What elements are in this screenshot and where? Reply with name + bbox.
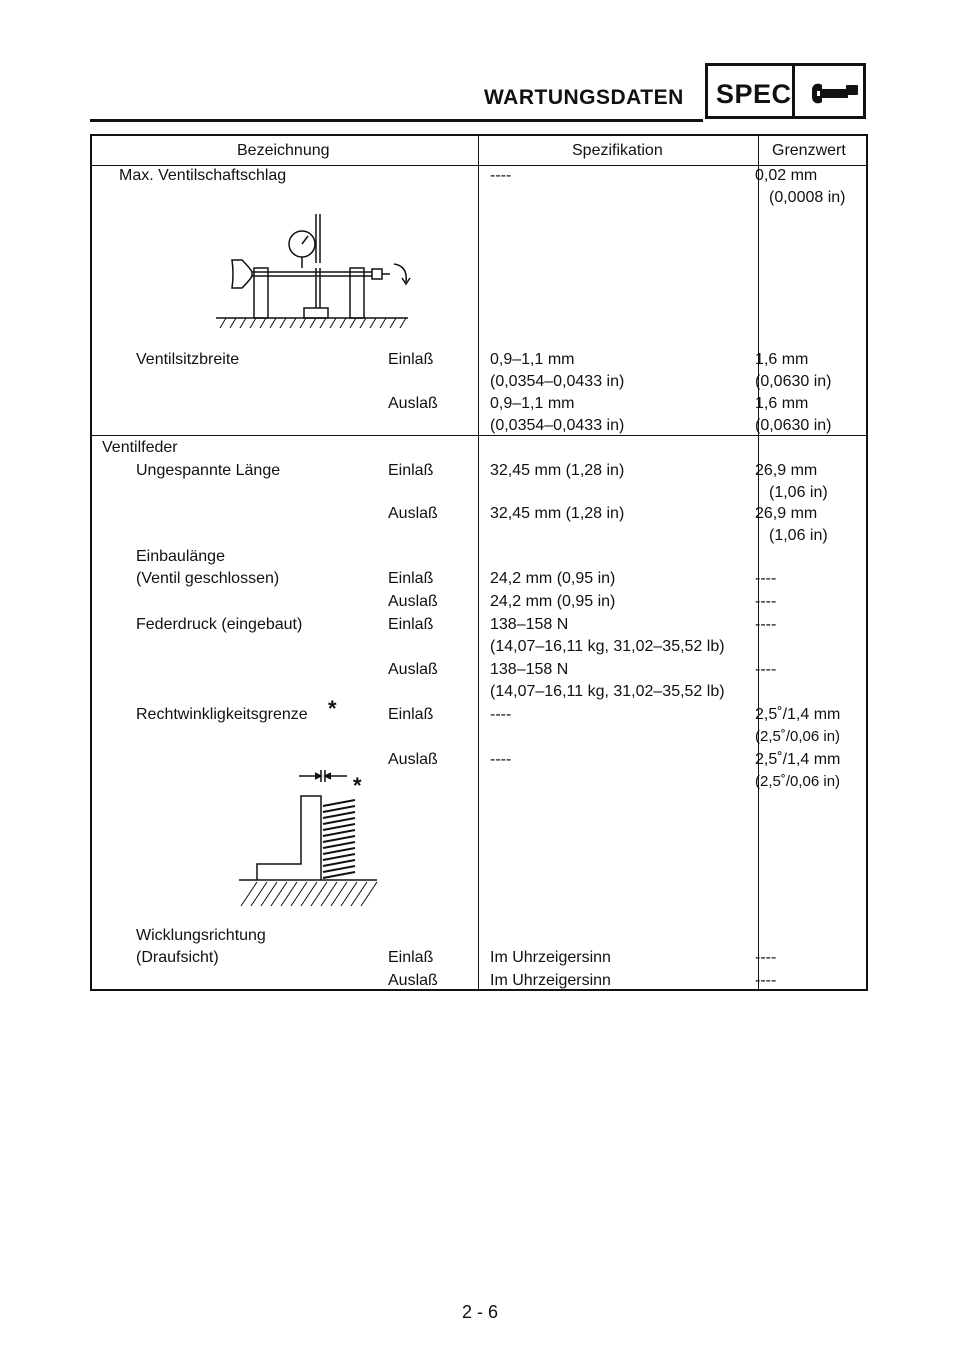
group-label: Ventilfeder	[102, 439, 178, 456]
limit-value: 2,5˚/1,4 mm	[755, 706, 841, 723]
valve-runout-figure	[212, 208, 412, 328]
spec-value-imperial: (14,07–16,11 kg, 31,02–35,52 lb)	[490, 638, 725, 655]
spec-label: SPEC	[716, 79, 792, 109]
section-rule	[92, 435, 866, 436]
spec-value: 32,45 mm (1,28 in)	[490, 462, 625, 479]
limit-value: ----	[755, 593, 777, 610]
limit-value: ----	[755, 972, 777, 989]
sub-label: Auslaß	[388, 395, 438, 412]
col-header-bezeichnung: Bezeichnung	[237, 142, 330, 159]
sub-label: Einlaß	[388, 706, 434, 723]
item-label-sub: (Draufsicht)	[136, 949, 219, 966]
limit-value-imperial: (0,0630 in)	[755, 417, 832, 434]
limit-value: 26,9 mm	[755, 505, 818, 522]
spec-value: 138–158 N	[490, 661, 569, 678]
limit-value-imperial: (2,5˚/0,06 in)	[755, 773, 841, 790]
sub-label: Auslaß	[388, 661, 438, 678]
spec-value: 0,9–1,1 mm	[490, 351, 575, 368]
col-header-grenzwert: Grenzwert	[772, 142, 846, 159]
item-label: Max. Ventilschaftschlag	[119, 167, 287, 184]
limit-value: 0,02 mm	[755, 167, 818, 184]
spec-value: Im Uhrzeigersinn	[490, 972, 611, 989]
col-divider-2	[758, 136, 759, 989]
limit-value: ----	[755, 949, 777, 966]
limit-value-imperial: (0,0630 in)	[755, 373, 832, 390]
limit-value: 2,5˚/1,4 mm	[755, 751, 841, 768]
spec-value: 138–158 N	[490, 616, 569, 633]
sub-label: Auslaß	[388, 593, 438, 610]
figure-asterisk: *	[353, 773, 362, 798]
spec-badge	[705, 63, 866, 119]
wrench-icon	[808, 76, 860, 112]
spec-value: 0,9–1,1 mm	[490, 395, 575, 412]
limit-value-imperial: (1,06 in)	[769, 484, 828, 501]
spec-value: ----	[490, 751, 512, 768]
limit-value: ----	[755, 570, 777, 587]
limit-value-imperial: (2,5˚/0,06 in)	[755, 728, 841, 745]
col-header-spezifikation: Spezifikation	[572, 142, 663, 159]
limit-value-imperial: (1,06 in)	[769, 527, 828, 544]
spec-value-imperial: (14,07–16,11 kg, 31,02–35,52 lb)	[490, 683, 725, 700]
item-label: Federdruck (eingebaut)	[136, 616, 303, 633]
spec-value: 24,2 mm (0,95 in)	[490, 593, 616, 610]
spec-value: ----	[490, 706, 512, 723]
spec-table	[90, 134, 868, 991]
limit-value: 26,9 mm	[755, 462, 818, 479]
sub-label: Auslaß	[388, 972, 438, 989]
sub-label: Einlaß	[388, 616, 434, 633]
header-rule	[90, 119, 703, 122]
sub-label: Einlaß	[388, 570, 434, 587]
sub-label: Auslaß	[388, 505, 438, 522]
spec-value: 32,45 mm (1,28 in)	[490, 505, 625, 522]
sub-label: Auslaß	[388, 751, 438, 768]
item-label: Rechtwinkligkeitsgrenze	[136, 706, 308, 723]
sub-label: Einlaß	[388, 462, 434, 479]
spec-value-imperial: (0,0354–0,0433 in)	[490, 417, 625, 434]
spec-value: Im Uhrzeigersinn	[490, 949, 611, 966]
spec-divider	[792, 66, 795, 116]
spec-value: 24,2 mm (0,95 in)	[490, 570, 616, 587]
spec-value: ----	[490, 167, 512, 184]
item-label: Ventilsitzbreite	[136, 351, 240, 368]
item-label: Ungespannte Länge	[136, 462, 281, 479]
item-label: Wicklungsrichtung	[136, 927, 266, 944]
asterisk-mark: *	[328, 696, 337, 721]
spring-squareness-figure	[237, 766, 387, 916]
limit-value: ----	[755, 616, 777, 633]
limit-value: ----	[755, 661, 777, 678]
page-title: WARTUNGSDATEN	[484, 86, 684, 109]
sub-label: Einlaß	[388, 351, 434, 368]
limit-value: 1,6 mm	[755, 395, 809, 412]
col-divider-1	[478, 136, 479, 989]
item-label: Einbaulänge	[136, 548, 225, 565]
limit-value-imperial: (0,0008 in)	[769, 189, 846, 206]
item-label-sub: (Ventil geschlossen)	[136, 570, 280, 587]
limit-value: 1,6 mm	[755, 351, 809, 368]
sub-label: Einlaß	[388, 949, 434, 966]
page-number: 2 - 6	[461, 1302, 499, 1322]
spec-value-imperial: (0,0354–0,0433 in)	[490, 373, 625, 390]
